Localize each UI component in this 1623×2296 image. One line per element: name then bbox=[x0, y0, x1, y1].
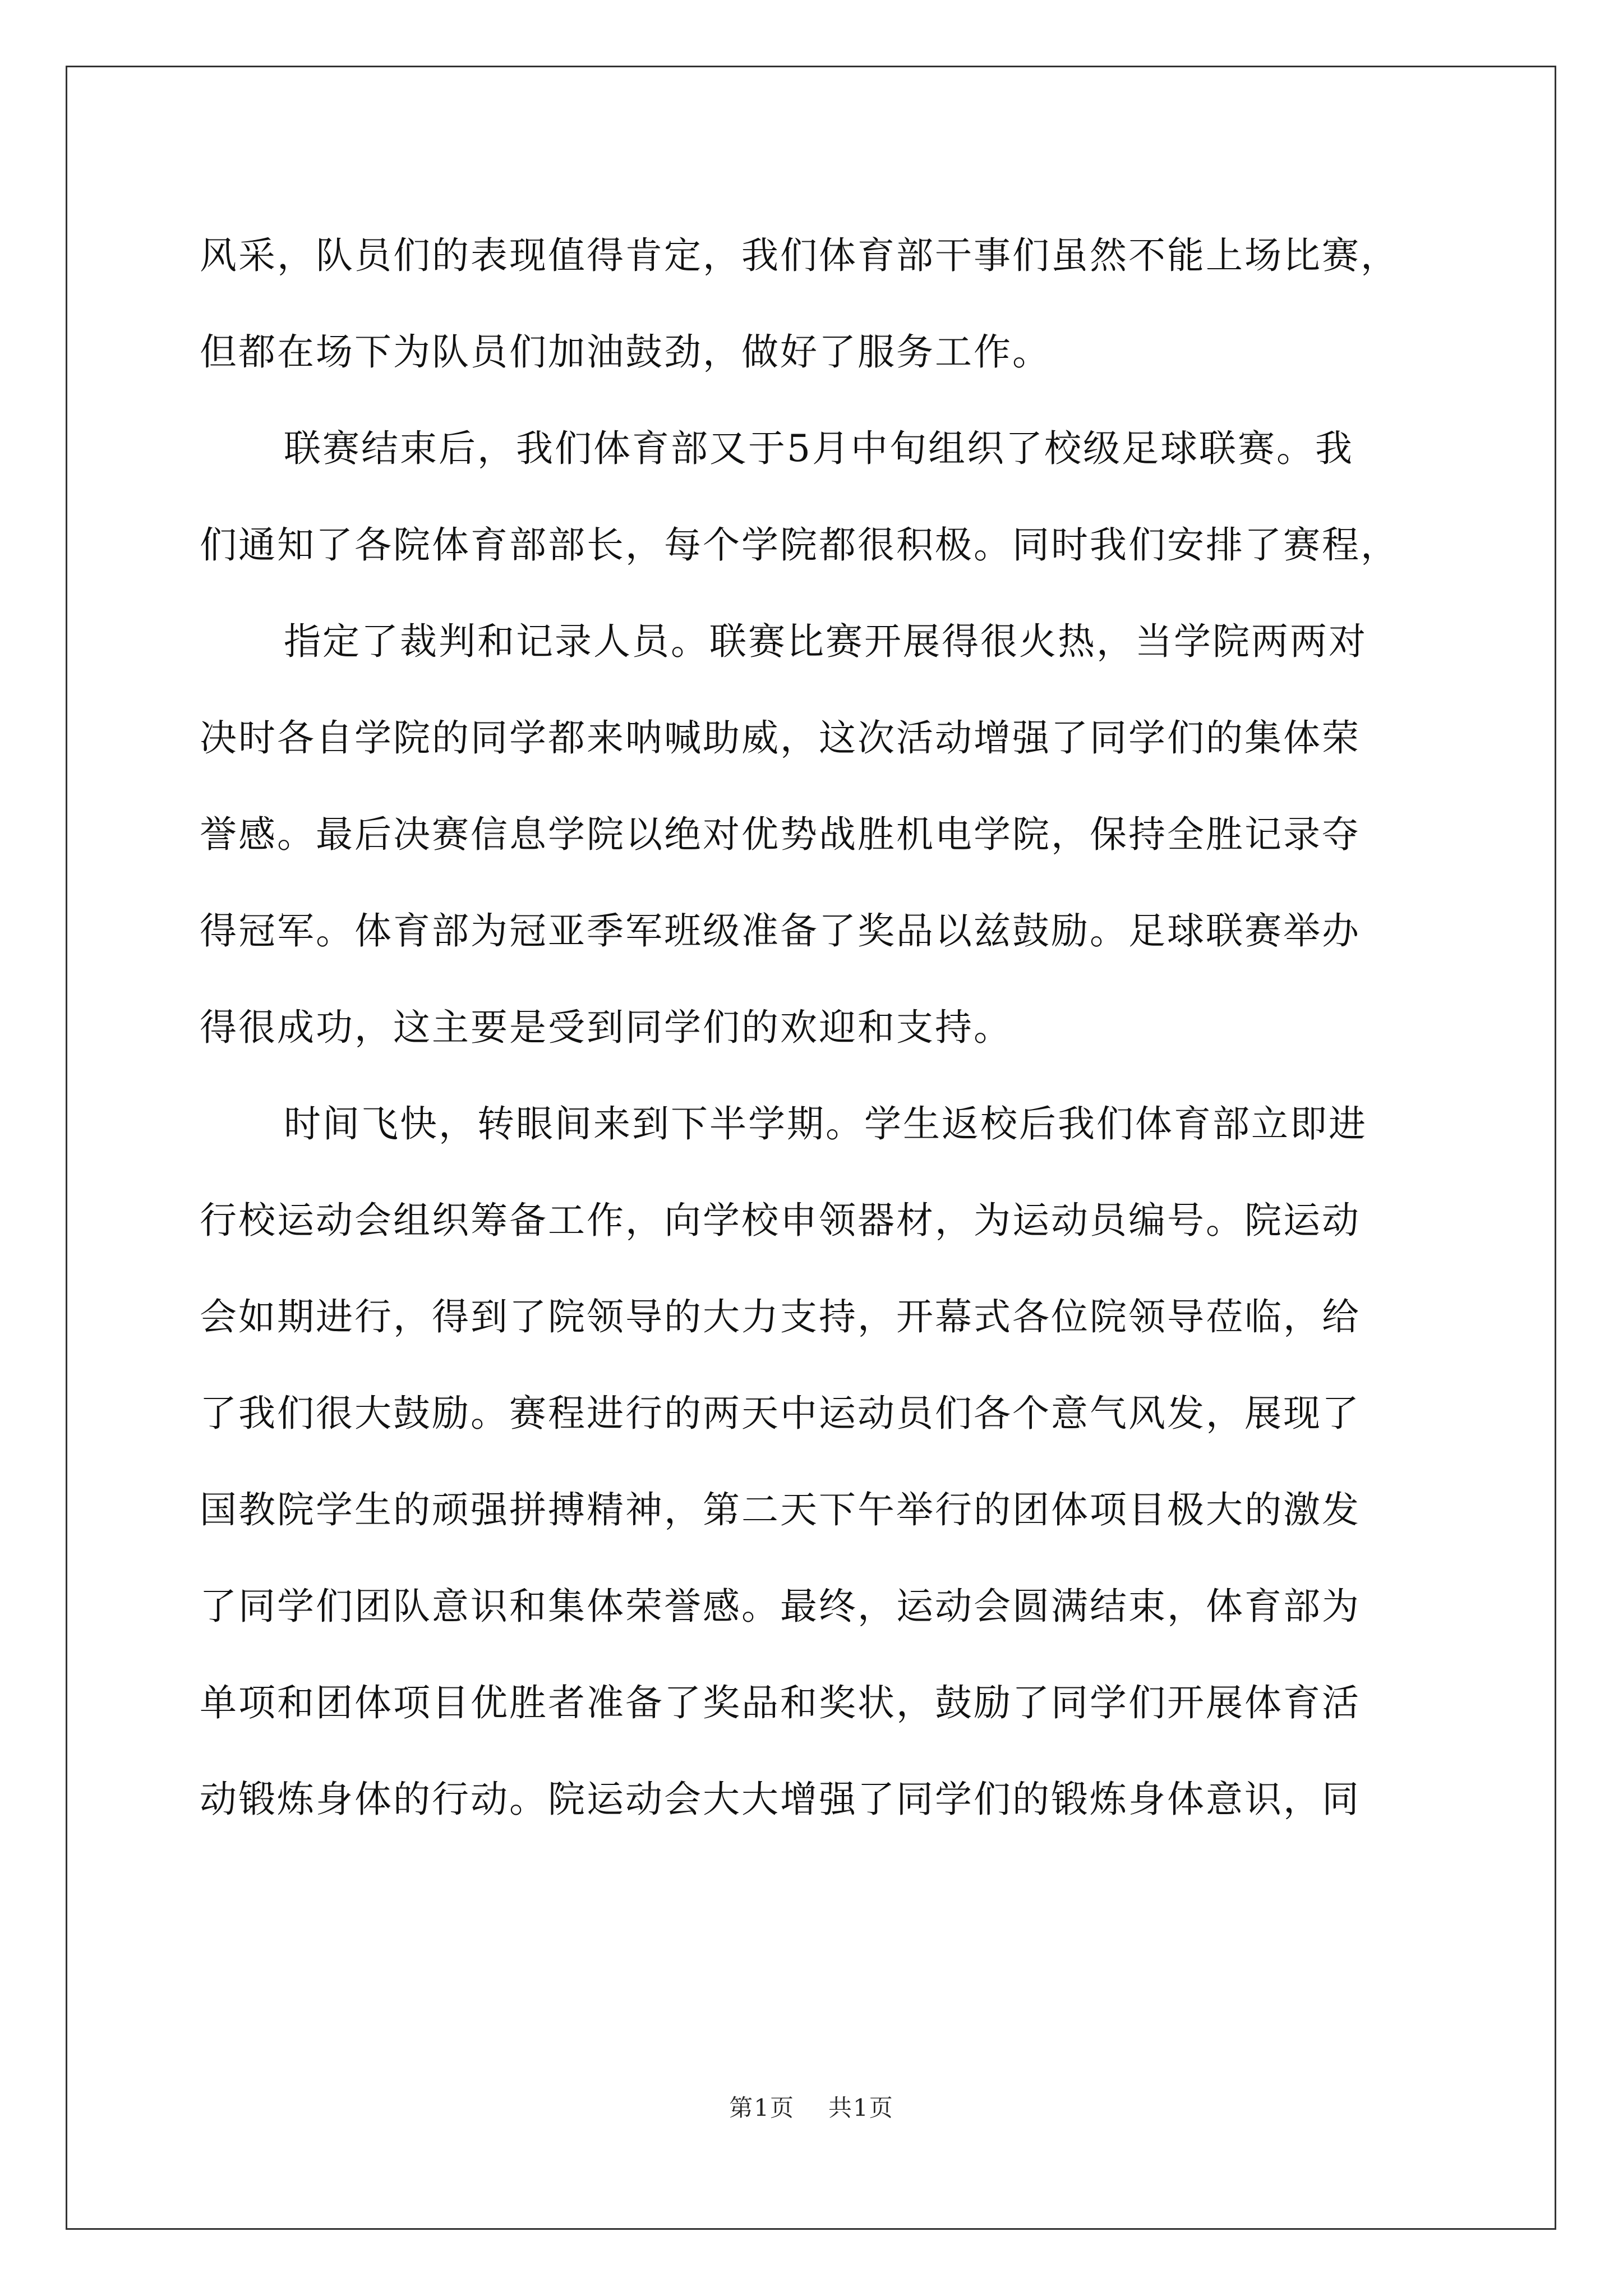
text-line: 了同学们团队意识和集体荣誉感。最终，运动会圆满结束，体育部为 bbox=[200, 1585, 1361, 1628]
text-line: 风采，队员们的表现值得肯定，我们体育部干事们虽然不能上场比赛， bbox=[200, 234, 1399, 277]
text-line: 决时各自学院的同学都来呐喊助威，这次活动增强了同学们的集体荣 bbox=[200, 716, 1361, 760]
text-line: 单项和团体项目优胜者准备了奖品和奖状，鼓励了同学们开展体育活 bbox=[200, 1681, 1361, 1724]
text-line: 时间飞快，转眼间来到下半学期。学生返校后我们体育部立即进 bbox=[284, 1102, 1367, 1145]
text-line: 行校运动会组织筹备工作，向学校申领器材，为运动员编号。院运动 bbox=[200, 1199, 1361, 1242]
text-line: 得冠军。体育部为冠亚季军班级准备了奖品以兹鼓励。足球联赛举办 bbox=[200, 909, 1361, 953]
text-line: 联赛结束后，我们体育部又于5月中旬组织了校级足球联赛。我 bbox=[284, 427, 1354, 470]
page-footer bbox=[0, 2090, 1623, 2123]
text-line: 但都在场下为队员们加油鼓劲，做好了服务工作。 bbox=[200, 330, 1051, 374]
text-line: 动锻炼身体的行动。院运动会大大增强了同学们的锻炼身体意识，同 bbox=[200, 1778, 1361, 1821]
text-line: 们通知了各院体育部部长，每个学院都很积极。同时我们安排了赛程， bbox=[200, 523, 1399, 567]
text-line: 国教院学生的顽强拼搏精神，第二天下午举行的团体项目极大的激发 bbox=[200, 1488, 1361, 1531]
text-line: 了我们很大鼓励。赛程进行的两天中运动员们各个意气风发，展现了 bbox=[200, 1392, 1361, 1435]
document-body bbox=[200, 208, 1433, 1848]
text-line: 指定了裁判和记录人员。联赛比赛开展得很火热，当学院两两对 bbox=[284, 620, 1367, 663]
text-line: 会如期进行，得到了院领导的大力支持，开幕式各位院领导莅临，给 bbox=[200, 1295, 1361, 1338]
text-line: 誉感。最后决赛信息学院以绝对优势战胜机电学院，保持全胜记录夺 bbox=[200, 813, 1361, 856]
text-line: 得很成功，这主要是受到同学们的欢迎和支持。 bbox=[200, 1006, 1012, 1049]
page-total: 共1页 bbox=[828, 2094, 894, 2122]
page-number: 第1页 bbox=[729, 2094, 795, 2122]
